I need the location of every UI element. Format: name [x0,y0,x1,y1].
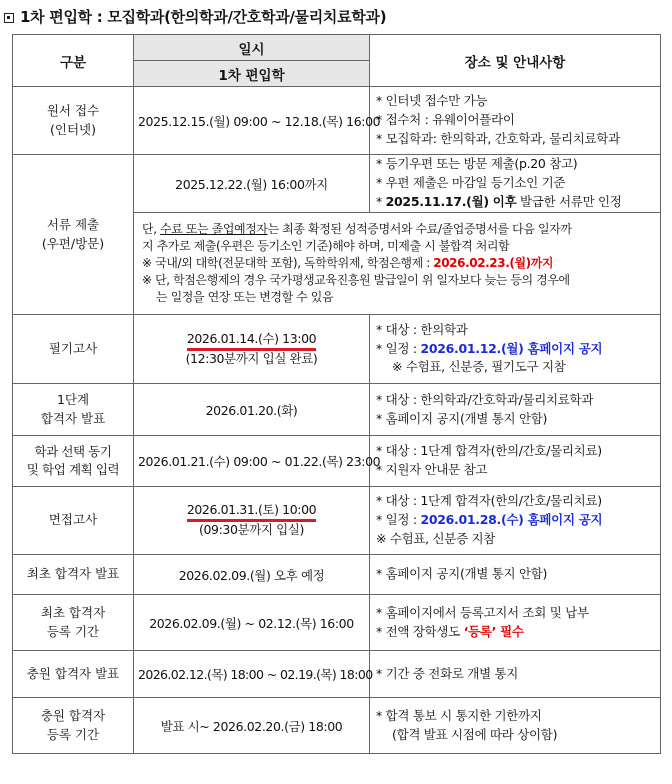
table-row [13,315,661,384]
row-label: 충원 합격자 발표 [13,651,134,698]
row-date: 2026.01.31.(토) 10:00 (09:30분까지 입실) [134,487,370,555]
row-label: 최초 합격자 등록 기간 [13,595,134,651]
table-row [13,155,661,213]
row-date: 발표 시~ 2026.02.20.(금) 18:00 [134,698,370,754]
row-info: * 합격 통보 시 통지한 기한까지 (합격 발표 시점에 따라 상이함) [370,698,661,754]
row-info: * 대상 : 한의학과/간호학과/물리치료학과 * 홈페이지 공지(개별 통지 안함) [370,384,661,436]
table-row [13,698,661,754]
section-heading-text: 1차 편입학 : 모집학과(한의학과/간호학과/물리치료학과) [20,8,387,26]
row-date: 2026.02.09.(월) ~ 02.12.(목) 16:00 [134,595,370,651]
row-label: 필기고사 [13,315,134,384]
table-row [13,595,661,651]
row-info: * 인터넷 접수만 가능 * 접수처 : 유웨이어플라이 * 모집학과: 한의학과, 간호학과, 물리치료학과 [370,87,661,155]
row-date: 2026.02.12.(목) 18:00 ~ 02.19.(목) 18:00 [134,651,370,698]
row-date: 2026.01.21.(수) 09:00 ~ 01.22.(목) 23:00 [134,436,370,487]
row-label: 1단계 합격자 발표 [13,384,134,436]
row-date: 2025.12.15.(월) 09:00 ~ 12.18.(목) 16:00 [134,87,370,155]
checkbox-bullet-icon [4,13,14,23]
table-row [13,384,661,436]
header-schedule-sub: 1차 편입학 [134,61,370,87]
table-row [13,436,661,487]
header-category: 구분 [13,35,134,87]
table-row [13,487,661,555]
row-info: * 기간 중 전화로 개별 통지 [370,651,661,698]
row-date: 2026.01.20.(화) [134,384,370,436]
header-place: 장소 및 안내사항 [370,35,661,87]
row-label: 서류 제출 (우편/방문) [13,155,134,315]
header-schedule: 일시 [134,35,370,61]
row-label: 원서 접수 (인터넷) [13,87,134,155]
table-row [13,651,661,698]
table-row [13,555,661,595]
row-date: 2025.12.22.(월) 16:00까지 [134,155,370,213]
table-row [13,87,661,155]
row-info: * 대상 : 1단계 합격자(한의/간호/물리치료) * 지원자 안내문 참고 [370,436,661,487]
row-label: 학과 선택 동기 및 학업 계획 입력 [13,436,134,487]
row-label: 충원 합격자 등록 기간 [13,698,134,754]
row-info: * 등기우편 또는 방문 제출(p.20 참고) * 우편 제출은 마감일 등기소인 기준 * 2025.11.17.(월) 이후 발급한 서류만 인정 [370,155,661,213]
row-date: 2026.01.14.(수) 13:00 (12:30분까지 입실 완료) [134,315,370,384]
schedule-table [12,34,661,754]
row-info: * 대상 : 1단계 합격자(한의/간호/물리치료) * 일정 : 2026.01.28.(수) 홈페이지 공지 ※ 수험표, 신분증 지참 [370,487,661,555]
row-info: * 홈페이지에서 등록고지서 조회 및 납부 * 전액 장학생도 ‘등록’ 필수 [370,595,661,651]
documents-note: 단, 수료 또는 졸업예정자는 최종 확정된 성적증명서와 수료/졸업증명서를 다음 일자까 지 추가로 제출(우편은 등기소인 기준)해야 하며, 미제출 시 불합격 처리함 ※ 국내/외 대학(전문대학 포함), 독학학위제, 학점은행제 : 2026.02.23.(월)까지 ※ 단, 학점은행제의 경우 국가평생교육진흥원 발급일이 위 일자보다 늦는 등의 경우에 는 일정을 연장 또는 변경할 수 있음 [134,213,661,315]
row-info: * 홈페이지 공지(개별 통지 안함) [370,555,661,595]
row-label: 면접고사 [13,487,134,555]
row-date: 2026.02.09.(월) 오후 예정 [134,555,370,595]
row-info: * 대상 : 한의학과 * 일정 : 2026.01.12.(월) 홈페이지 공지 ※ 수험표, 신분증, 필기도구 지참 [370,315,661,384]
section-title [4,6,386,27]
row-label: 최초 합격자 발표 [13,555,134,595]
